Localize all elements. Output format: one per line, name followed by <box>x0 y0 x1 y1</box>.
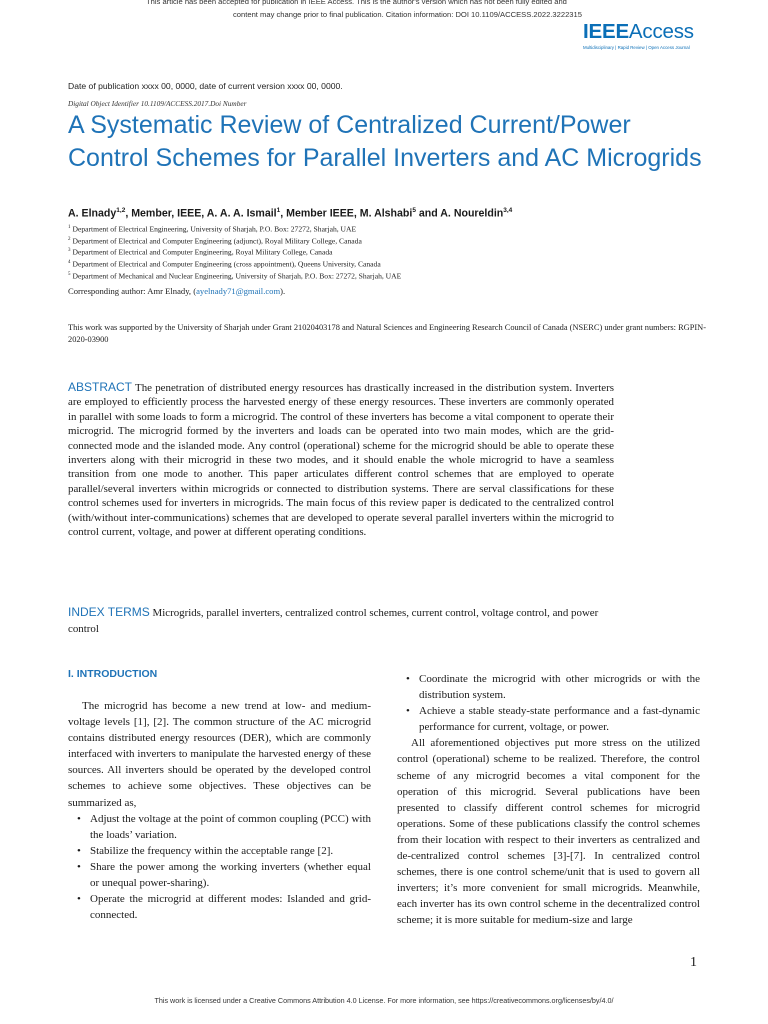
index-terms-text: Microgrids, parallel inverters, centralized control schemes, current control, voltage control, and power control <box>68 607 599 635</box>
bullet-icon: • <box>406 673 410 685</box>
list-item: • Achieve a stable steady-state performance and a fast-dynamic performance for current, voltage, or power. <box>406 705 700 734</box>
list-item: • Stabilize the frequency within the acceptable range [2]. <box>68 843 371 859</box>
abstract <box>68 380 614 539</box>
list-item: • Adjust the voltage at the point of common coupling (PCC) with the loads’ variation. <box>77 812 371 841</box>
author-2-role: , Member IEEE, M. Alshabi <box>280 207 413 220</box>
logo-brand-light: Access <box>628 20 694 43</box>
index-terms-label: INDEX TERMS <box>68 605 150 619</box>
author-1-sup: 1,2 <box>116 207 126 214</box>
doi-line: Digital Object Identifier 10.1109/ACCESS.2017.Doi Number <box>68 99 247 108</box>
right-column <box>397 671 700 929</box>
bullet-icon: • <box>77 893 81 906</box>
body-paragraph: All aforementioned objectives put more stress on the utilized control (operational) scheme to be realized. Therefore, the control scheme of any microgrid becomes a vital component for the operation of this microgrid. Several publications have been presented to classify different control schemes for microgrid operations. Some of these publications classify the control schemes from their location with respect to their inverters as centralized and de-centralized control schemes [3]-[7]. In centralized control schemes, there is one control scheme/unit that is used to govern all inverters; it’s more convenient for small microgrids. Meanwhile, each inverter has its own control scheme in the decentralized control scheme; it is more suitable for medium-size and large <box>397 737 700 927</box>
affiliation-item: $^5$ Department of Mechanical and Nuclear Engineering, University of Sharjah, P.O. Box: 27272, Sharjah, UAE <box>68 271 402 281</box>
corresponding-author <box>68 286 285 296</box>
page-number: 1 <box>690 955 697 970</box>
affiliations <box>68 223 401 282</box>
banner-line-1: This article has been accepted for publication in IEEE Access. This is the author's version which has not been fully edited and <box>146 0 567 6</box>
author-4-sup: 3,4 <box>503 207 513 214</box>
paper-title: A Systematic Review of Centralized Current/Power Control Schemes for Parallel Inverters and AC Microgrids <box>68 111 702 172</box>
corresponding-suffix: ). <box>280 286 286 296</box>
left-column <box>68 698 371 923</box>
author-3-sup: 5 <box>412 207 416 214</box>
ieee-access-logo <box>583 21 703 50</box>
abstract-label: ABSTRACT <box>68 380 133 394</box>
intro-paragraph: The microgrid has become a new trend at low- and medium-voltage levels [1], [2]. The common structure of the AC microgrid contains distributed energy resources (DER), which are commonly interfaced with inverters to manipulate the harvested energy of these sources. All inverters should be operated by the developed control schemes to achieve some objectives. These objectives can be summarized as, <box>68 700 371 809</box>
bullet-icon: • <box>77 844 81 857</box>
logo-tagline: Multidisciplinary | Rapid Review | Open Access Journal <box>583 45 690 50</box>
publication-date: Date of publication xxxx 00, 0000, date of current version xxxx 00, 0000. <box>68 81 343 91</box>
author-1: A. Elnady <box>68 207 117 220</box>
logo-brand-bold: IEEE <box>583 20 629 43</box>
objectives-list-continued <box>397 671 700 735</box>
index-terms <box>68 604 614 637</box>
affiliation-item: $^4$ Department of Electrical and Computer Engineering (cross appointment), Queens University, Canada <box>68 259 381 269</box>
section-heading-introduction: I. INTRODUCTION <box>68 668 158 680</box>
author-list <box>68 207 512 220</box>
funding-statement: This work was supported by the University of Sharjah under Grant 21020403178 and Natural Sciences and Engineering Research Council of Canada (NSERC) under grant numbers: RGPIN-2020-03900 <box>68 323 706 344</box>
corresponding-prefix: Corresponding author: Amr Elnady, ( <box>68 286 197 296</box>
banner-line-2: content may change prior to final publication. Citation information: DOI 10.1109/ACCESS.2022.3222315 <box>233 9 582 19</box>
objectives-list <box>68 811 371 924</box>
affiliation-item: $^3$ Department of Electrical and Computer Engineering, Royal Military College, Canada <box>68 248 333 257</box>
author-1-role: , Member, IEEE, A. A. A. Ismail <box>125 207 277 220</box>
list-item: • Operate the microgrid at different modes: Islanded and grid-connected. <box>77 893 371 922</box>
list-item: • Coordinate the microgrid with other microgrids or with the distribution system. <box>406 673 700 702</box>
author-3-role: and A. Noureldin <box>415 207 504 220</box>
license-footer: This work is licensed under a Creative Commons Attribution 4.0 License. For more information, see https://creativecommons.org/licenses/by/4.0/ <box>154 996 614 1005</box>
affiliation-item: $^2$ Department of Electrical and Computer Engineering (adjunct), Royal Military College, Canada <box>68 236 362 246</box>
author-2-sup: 1 <box>276 207 281 214</box>
bullet-icon: • <box>77 812 81 825</box>
affiliation-item: $^1$ Department of Electrical Engineering, University of Sharjah, P.O. Box: 27272, Sharjah, UAE <box>68 224 357 234</box>
list-item: • Share the power among the working inverters (whether equal or unequal power-sharing). <box>77 860 371 890</box>
corresponding-email-link[interactable]: ayelnady71@gmail.com <box>196 286 281 296</box>
bullet-icon: • <box>77 860 81 873</box>
logo-wordmark <box>583 21 703 43</box>
abstract-text: The penetration of distributed energy resources has drastically increased in the distribution system. Inverters are employed to efficiently process the harvested energy of these energy resources. These inverters are commonly operated in parallel with some loads to form a microgrid. The control of these inverters has become a vital component to operate their microgrid. The microgrid formed by the inverters and loads can be operated into two main modes, which are the grid-connected mode and the islanded mode. Any control (operational) scheme for the microgrid should be able to operate these inverters along with their microgrid in these two modes, and it should enable the whole microgrid to have a seamless transition from one mode to another. This paper articulates different control schemes that are employed to operate parallel/several inverters within microgrids or connected to distribution systems. There are serval classifications for these control schemes used for inverters in microgrids. The main focus of this review paper is dedicated to the centralized control (with/without inter-communications) schemes that are developed to operate several parallel inverters within the microgrid to control current, voltage, and power at different operating conditions. <box>68 382 614 539</box>
bullet-icon: • <box>406 705 410 718</box>
